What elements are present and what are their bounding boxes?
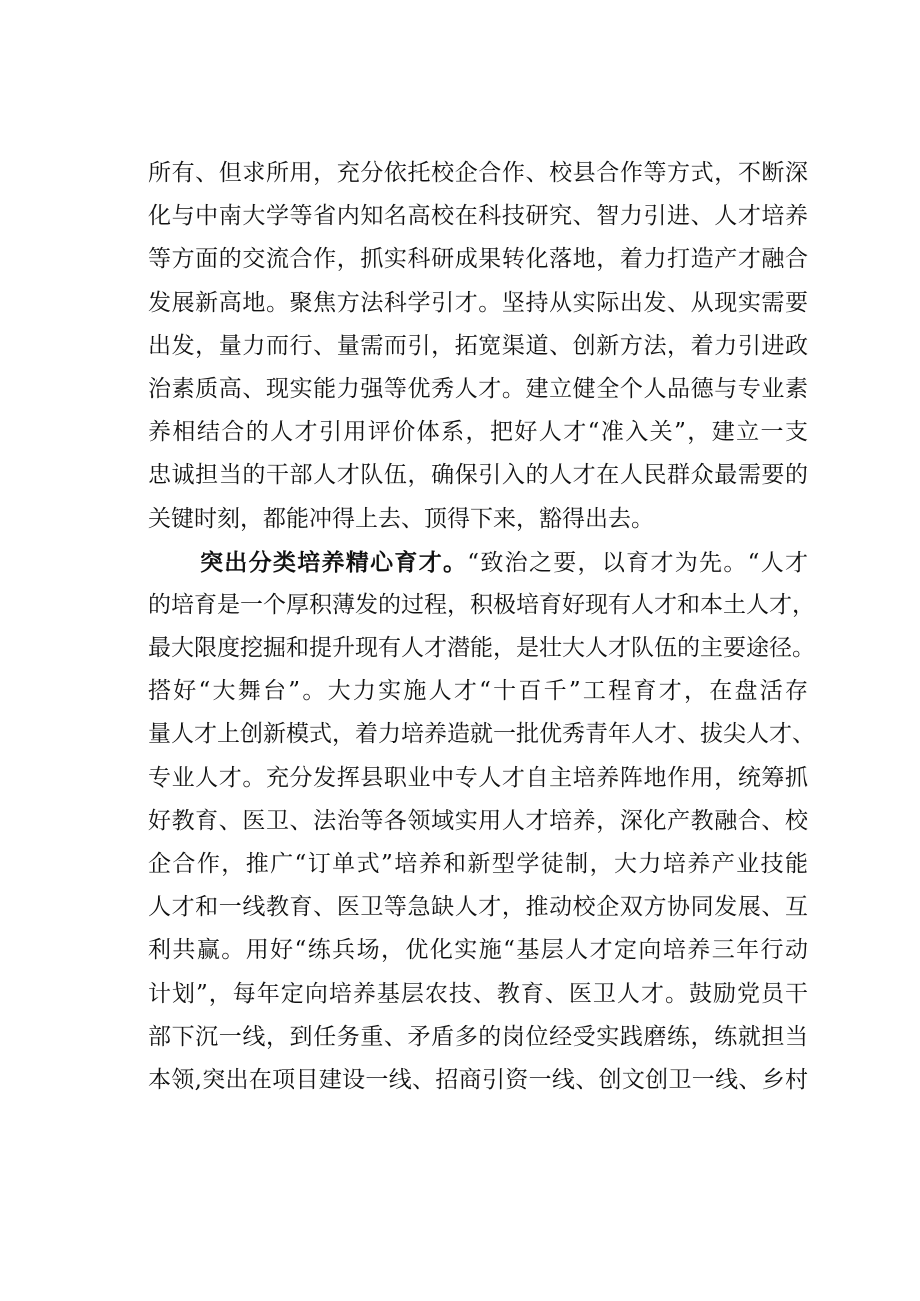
text-line: 好教育、医卫、法治等各领域实用人才培养，深化产教融合、校 xyxy=(148,807,808,834)
text-line: 出发，量力而行、量需而引，拓宽渠道、创新方法，着力引进政 xyxy=(148,332,808,359)
document-body xyxy=(148,152,815,1102)
text-line: 搭好“大舞台”。大力实施人才“十百千”工程育才，在盘活存 xyxy=(148,678,808,705)
paragraph-first-line xyxy=(148,541,808,584)
text-line: 关键时刻，都能冲得上去、顶得下来，豁得出去。 xyxy=(148,505,654,532)
text-line: 忠诚担当的干部人才队伍，确保引入的人才在人民群众最需要的 xyxy=(148,462,808,489)
text-line: 本领,突出在项目建设一线、招商引资一线、创文创卫一线、乡村 xyxy=(148,1066,808,1093)
text-line: 化与中南大学等省内知名高校在科技研究、智力引进、人才培养 xyxy=(148,203,808,230)
text-line: 人才和一线教育、医卫等急缺人才，推动校企双方协同发展、互 xyxy=(148,894,808,921)
text-line: 企合作，推广“订单式”培养和新型学徒制，大力培养产业技能 xyxy=(148,851,808,877)
text-line: 养相结合的人才引用评价体系，把好人才“准入关”，建立一支 xyxy=(148,419,808,446)
text-line: 治素质高、现实能力强等优秀人才。建立健全个人品德与专业素 xyxy=(148,375,808,402)
text-line: 计划”，每年定向培养基层农技、教育、医卫人才。鼓励党员干 xyxy=(148,980,808,1007)
text-line: 发展新高地。聚焦方法科学引才。坚持从实际出发、从现实需要 xyxy=(148,289,808,316)
text-line: 所有、但求所用，充分依托校企合作、校县合作等方式，不断深 xyxy=(148,160,808,186)
text-line: 专业人才。充分发挥县职业中专人才自主培养阵地作用，统筹抓 xyxy=(148,764,808,791)
text-line: 最大限度挖掘和提升现有人才潜能，是壮大人才队伍的主要途径。 xyxy=(148,635,815,662)
section-heading: 突出分类培养精心育才。 xyxy=(200,548,468,576)
text-run: “致治之要，以育才为先。“人才 xyxy=(467,549,808,576)
text-line: 部下沉一线，到任务重、矛盾多的岗位经受实践磨练，练就担当 xyxy=(148,1023,808,1050)
text-line: 等方面的交流合作，抓实科研成果转化落地，着力打造产才融合 xyxy=(148,246,808,273)
text-line: 的培育是一个厚积薄发的过程，积极培育好现有人才和本土人才， xyxy=(148,591,815,618)
text-line: 量人才上创新模式，着力培养造就一批优秀青年人才、拔尖人才、 xyxy=(148,721,815,748)
text-line: 利共赢。用好“练兵场，优化实施“基层人才定向培养三年行动 xyxy=(148,937,808,964)
